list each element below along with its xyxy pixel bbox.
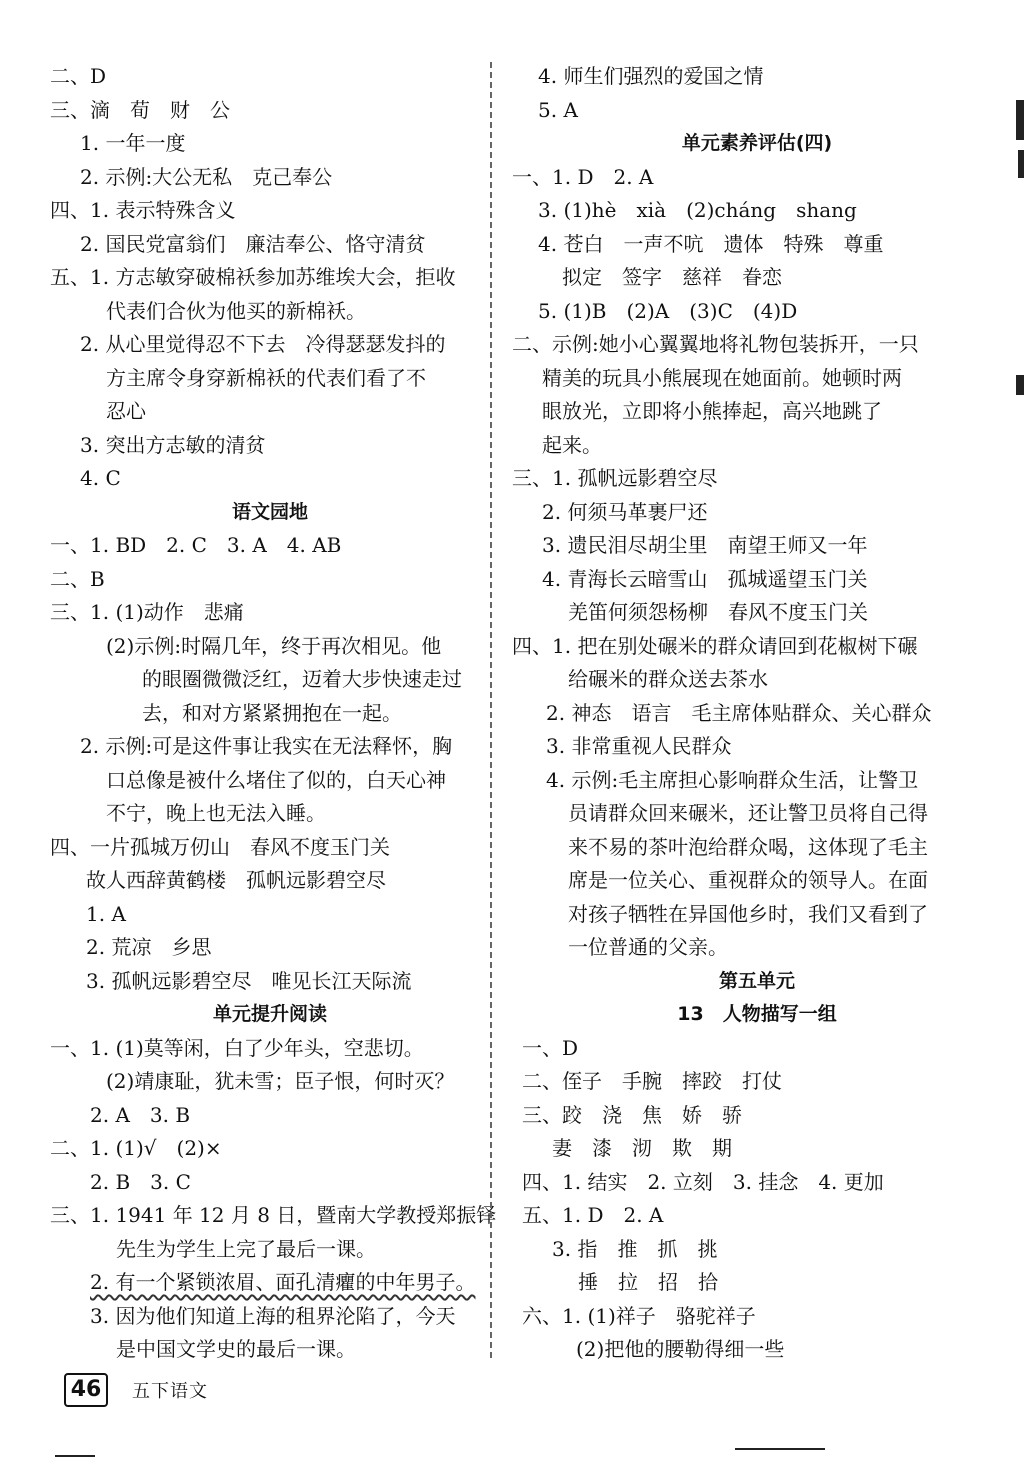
answer-line: 2. 神态 语言 毛主席体贴群众、关心群众 xyxy=(546,700,932,725)
answer-line: 不宁，晚上也无法入睡。 xyxy=(106,801,326,825)
answer-line: 1. 一年一度 xyxy=(80,131,186,155)
answer-line: 一、1. (1)莫等闲，白了少年头，空悲切。 xyxy=(50,1035,424,1060)
left-column xyxy=(50,60,497,1367)
answer-line: 员请群众回来碾米，还让警卫员将自己得 xyxy=(568,801,928,825)
answer-line: (2)把他的腰勒得细一些 xyxy=(576,1337,785,1361)
answer-line: 5. A xyxy=(538,97,578,122)
answer-line: 起来。 xyxy=(542,432,602,457)
answer-line: 2. 荒凉 乡思 xyxy=(86,935,212,959)
answer-line: 3. (1)hè xià (2)cháng shang xyxy=(538,198,857,222)
section-heading: 单元素养评估(四) xyxy=(681,132,833,154)
answer-line: 二、B xyxy=(50,566,105,591)
answer-line: 1. A xyxy=(86,901,126,926)
answer-line: 先生为学生上完了最后一课。 xyxy=(116,1236,376,1261)
answer-line: 拟定 签字 慈祥 眷恋 xyxy=(562,265,782,289)
answer-line: 4. 苍白 一声不吭 遗体 特殊 尊重 xyxy=(538,231,884,256)
answer-line: 六、1. (1)祥子 骆驼祥子 xyxy=(522,1303,756,1328)
answer-line: 代表们合伙为他买的新棉袄。 xyxy=(106,298,366,323)
answer-line: 3. 突出方志敏的清贫 xyxy=(80,432,266,457)
section-heading: 语文园地 xyxy=(231,500,308,523)
answer-line: 口总像是被什么堵住了似的，白天心神 xyxy=(106,767,446,792)
answer-line: 3. 孤帆远影碧空尽 唯见长江天际流 xyxy=(86,968,412,993)
edge-mark xyxy=(1016,375,1024,395)
page-footer xyxy=(64,1373,208,1407)
answer-line: 三、1. 孤帆远影碧空尽 xyxy=(512,466,718,490)
answer-line: 4. 师生们强烈的爱国之情 xyxy=(538,64,764,88)
answer-line: 的眼圈微微泛红，迈着大步快速走过 xyxy=(142,667,462,691)
answer-line: 精美的玩具小熊展现在她面前。她顿时两 xyxy=(542,365,902,390)
answer-line: 对孩子牺牲在异国他乡时，我们又看到了 xyxy=(568,901,928,926)
answer-line: 二、侄子 手腕 摔跤 打仗 xyxy=(522,1069,782,1093)
answer-line: 给碾米的群众送去茶水 xyxy=(568,667,768,691)
subject-label: 五下语文 xyxy=(132,1381,208,1402)
column-divider xyxy=(490,62,492,1358)
answer-line: 二、D xyxy=(50,64,107,88)
answer-line: 3. 因为他们知道上海的租界沦陷了，今天 xyxy=(90,1303,456,1328)
answer-line: 5. (1)B (2)A (3)C (4)D xyxy=(538,298,798,323)
answer-line: 一位普通的父亲。 xyxy=(568,935,728,959)
answer-line: 2. 示例:可是这件事让我实在无法释怀，胸 xyxy=(80,734,453,758)
answer-line: 2. A 3. B xyxy=(90,1102,191,1127)
answer-line: 捶 拉 招 拾 xyxy=(578,1270,718,1294)
answer-line: 3. 遗民泪尽胡尘里 南望王师又一年 xyxy=(542,533,868,557)
answer-line: 妻 漆 沏 欺 期 xyxy=(552,1136,732,1160)
answer-line: 2. 示例:大公无私 克己奉公 xyxy=(80,164,333,189)
answer-line: 四、1. 结实 2. 立刻 3. 挂念 4. 更加 xyxy=(522,1169,884,1194)
answer-line: 五、1. 方志敏穿破棉袄参加苏维埃大会，拒收 xyxy=(50,265,456,289)
edge-mark xyxy=(55,1455,95,1457)
answer-line: 方主席令身穿新棉袄的代表们看了不 xyxy=(106,365,426,390)
section-heading: 第五单元 xyxy=(718,969,795,992)
page-number: 46 xyxy=(64,1373,108,1407)
answer-line: 故人西辞黄鹤楼 孤帆远影碧空尽 xyxy=(86,868,386,892)
answer-line: 席是一位关心、重视群众的领导人。在面 xyxy=(568,868,928,892)
answer-line: 2. 国民党富翁们 廉洁奉公、恪守清贫 xyxy=(80,231,426,256)
answer-line: 一、D xyxy=(522,1035,579,1060)
edge-mark xyxy=(1016,100,1024,140)
answer-line: 二、示例:她小心翼翼地将礼物包装拆开，一只 xyxy=(512,332,919,356)
answer-line: 4. 青海长云暗雪山 孤城遥望玉门关 xyxy=(542,566,868,591)
answer-line: 3. 非常重视人民群众 xyxy=(546,734,732,758)
answer-line: (2)示例:时隔几年，终于再次相见。他 xyxy=(106,633,442,658)
answer-line xyxy=(50,1266,490,1300)
answer-line: (2)靖康耻，犹未雪；臣子恨，何时灭？ xyxy=(106,1069,455,1093)
answer-line: 是中国文学史的最后一课。 xyxy=(116,1337,356,1361)
answer-line: 三、1. (1)动作 悲痛 xyxy=(50,600,244,624)
section-heading: 单元提升阅读 xyxy=(212,1003,327,1025)
answer-line: 三、跤 浇 焦 娇 骄 xyxy=(522,1102,742,1127)
answer-line: 四、1. 表示特殊含义 xyxy=(50,198,236,222)
edge-mark xyxy=(735,1448,825,1450)
answer-line: 眼放光，立即将小熊捧起，高兴地跳了 xyxy=(542,399,882,423)
answer-line: 二、1. (1)√ (2)× xyxy=(50,1136,222,1160)
answer-line: 4. 示例:毛主席担心影响群众生活，让警卫 xyxy=(546,767,919,792)
answer-line: 4. C xyxy=(80,466,121,490)
answer-line: 一、1. D 2. A xyxy=(512,164,654,189)
answer-line: 去，和对方紧紧拥抱在一起。 xyxy=(142,700,402,725)
answer-line: 2. 从心里觉得忍不下去 冷得瑟瑟发抖的 xyxy=(80,332,446,356)
wavy-underlined-text: 2. 有一个紧锁浓眉、面孔清癯的中年男子。 xyxy=(90,1270,476,1294)
answer-line: 一、1. BD 2. C 3. A 4. AB xyxy=(50,533,342,557)
answer-line: 2. 何须马革裹尸还 xyxy=(542,499,708,524)
answer-line: 三、1. 1941 年 12 月 8 日，暨南大学教授郑振铎 xyxy=(50,1203,497,1227)
answer-line: 四、一片孤城万仞山 春风不度玉门关 xyxy=(50,834,390,859)
answer-line: 3. 指 推 抓 挑 xyxy=(552,1236,718,1261)
answer-line: 来不易的茶叶泡给群众喝，这体现了毛主 xyxy=(568,834,928,859)
answer-line: 四、1. 把在别处碾米的群众请回到花椒树下碾 xyxy=(512,633,918,658)
answer-line: 忍心 xyxy=(106,399,146,423)
answer-line: 三、滴 荀 财 公 xyxy=(50,97,230,122)
right-column xyxy=(512,60,1002,1367)
edge-mark xyxy=(1018,150,1024,178)
answer-line: 2. B 3. C xyxy=(90,1169,191,1194)
section-heading: 13 人物描写一组 xyxy=(677,1003,837,1025)
answer-line: 五、1. D 2. A xyxy=(522,1203,664,1227)
answer-line: 羌笛何须怨杨柳 春风不度玉门关 xyxy=(568,600,868,624)
